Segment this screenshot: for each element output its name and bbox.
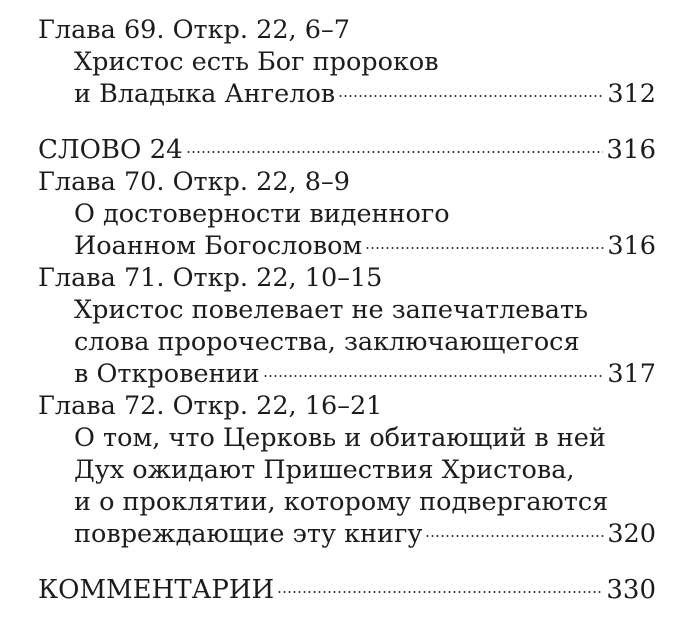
section-entry[interactable] (38, 574, 656, 606)
chapter-title-text: и о проклятии, которому подвергаются (74, 487, 609, 517)
spacer (38, 110, 656, 134)
chapter-heading (38, 262, 656, 294)
chapter-title-line (38, 294, 656, 326)
dot-leader (338, 94, 604, 98)
chapter-heading (38, 390, 656, 422)
chapter-title-text: О том, что Церковь и обитающий в ней (74, 423, 606, 453)
chapter-title-last-line[interactable] (38, 358, 656, 390)
page-number: 330 (606, 575, 656, 605)
chapter-title-text: и Владыка Ангелов (74, 79, 336, 109)
page-number: 316 (606, 135, 656, 165)
chapter-title-text: Дух ожидают Пришествия Христова, (74, 455, 575, 485)
chapter-title-line (38, 46, 656, 78)
chapter-heading (38, 166, 656, 198)
chapter-heading-text: Глава 71. Откр. 22, 10–15 (38, 263, 383, 293)
chapter-title-line (38, 326, 656, 358)
chapter-title-line (38, 486, 656, 518)
page-number: 316 (607, 231, 656, 261)
chapter-title-line (38, 422, 656, 454)
chapter-title-text: О достоверности виденного (74, 199, 450, 229)
chapter-title-text: Иоанном Богословом (74, 231, 363, 261)
dot-leader (277, 590, 603, 594)
page-number: 312 (607, 79, 656, 109)
page-number: 317 (607, 359, 656, 389)
dot-leader (263, 374, 605, 378)
chapter-title-line (38, 198, 656, 230)
section-title: КОММЕНТАРИИ (38, 575, 275, 605)
page-number: 320 (607, 519, 656, 549)
chapter-title-text: слова пророчества, заключающегося (74, 327, 580, 357)
dot-leader (365, 246, 604, 250)
chapter-heading-text: Глава 70. Откр. 22, 8–9 (38, 167, 350, 197)
dot-leader (425, 534, 604, 538)
section-title: СЛОВО 24 (38, 135, 183, 165)
chapter-title-text: в Откровении (74, 359, 260, 389)
chapter-title-text: Христос есть Бог пророков (74, 47, 439, 77)
chapter-title-text: Христос повелевает не запечатлевать (74, 295, 588, 325)
chapter-heading-text: Глава 72. Откр. 22, 16–21 (38, 391, 383, 421)
table-of-contents (38, 14, 656, 606)
chapter-title-last-line[interactable] (38, 78, 656, 110)
chapter-heading-text: Глава 69. Откр. 22, 6–7 (38, 15, 350, 45)
chapter-title-last-line[interactable] (38, 230, 656, 262)
chapter-title-text: повреждающие эту книгу (74, 519, 423, 549)
chapter-heading (38, 14, 656, 46)
chapter-title-line (38, 454, 656, 486)
dot-leader (186, 150, 604, 154)
section-entry[interactable] (38, 134, 656, 166)
spacer (38, 550, 656, 574)
chapter-title-last-line[interactable] (38, 518, 656, 550)
